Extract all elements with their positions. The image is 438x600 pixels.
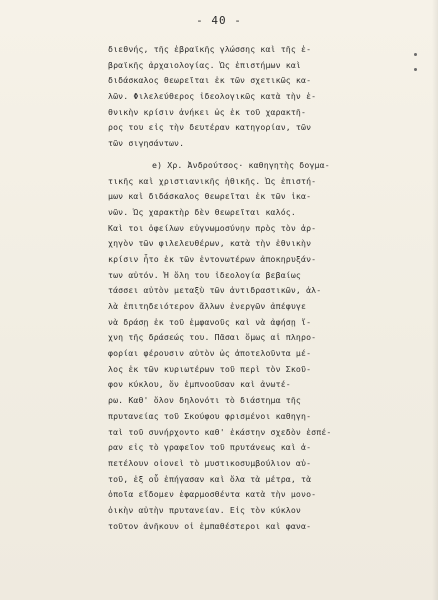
- text-line: τῶν σιγησάντων.: [108, 138, 185, 149]
- margin-mark: [414, 68, 417, 71]
- text-line: ὁποῖα εἴδομεν ἐφαρμοσθέντα κατὰ τὴν μονο-: [108, 489, 317, 500]
- text-line: βραϊκῆς ἀρχαιολογίας. Ὡς ἐπιστήμων καὶ: [108, 59, 302, 70]
- margin-mark: [414, 53, 417, 56]
- page-edge-shadow: [432, 0, 438, 600]
- text-line: κρίσιν ἦτο ἐκ τῶν ἐντονωτέρων ἀποκηρυξάν-: [108, 253, 317, 264]
- text-line: χηγὸν τῶν φιλελευθέρων, κατὰ τὴν ἐθνικὴν: [108, 238, 312, 249]
- text-line: ταὶ τοῦ συνήρχοντο καθ' ἑκάστην σχεδὸν ἑσπέ-: [108, 426, 332, 437]
- text-line: πρυτανείας τοῦ Σκούφου φρισμένοι καθηγη-: [108, 410, 312, 421]
- text-line: πετέλουν οἱονεὶ τὸ μυστικοσυμβούλιον αὐ-: [108, 457, 312, 468]
- text-line: χνη τῆς δράσεώς του. Πᾶσαι ὅμως αἱ πληρο-: [108, 332, 317, 343]
- text-line: των αὐτόν. Ἡ ὅλη του ἰδεολογία βεβαίως: [108, 269, 302, 280]
- text-line: φορίαι φέρουσιν αὐτὸν ὡς ἀποτελοῦντα μέ-: [108, 348, 312, 359]
- text-line: διδάσκαλος θεωρεῖται ἐκ τῶν σχετικῶς κα-: [108, 75, 312, 86]
- text-line: ρω. Καθ' ὅλον δηλονότι τὸ διάστημα τῆς: [108, 395, 302, 406]
- text-line: ραν εἰς τὸ γραφεῖον τοῦ πρυτάνεως καὶ ἀ-: [108, 442, 312, 453]
- text-line: λος ἐκ τῶν κυριωτέρων τοῦ περὶ τὸν Σκοῦ-: [108, 363, 312, 374]
- text-line: φον κύκλου, ὅν ἐμπνοοῦσαν καὶ ἀνωτέ-: [108, 379, 291, 390]
- page-number: - 40 -: [196, 14, 242, 27]
- text-line: Καὶ τοι ὀφείλων εὐγνωμοσύνην πρὸς τὸν ἀρ-: [108, 222, 317, 233]
- typed-text-block: [108, 42, 408, 534]
- text-line: νῶν. Ὡς χαρακτὴρ δὲν θεωρεῖται καλός.: [108, 206, 296, 217]
- text-line: διεθνής, τῆς ἑβραϊκῆς γλώσσης καὶ τῆς ἑ-: [108, 44, 312, 54]
- text-line: τάσσει αὐτὸν μεταξὺ τῶν ἀντιδραστικῶν, ἀλ-: [108, 285, 322, 296]
- text-line: τοῦτον ἀνῆκουν οἱ ἐμπαθέστεροι καὶ φανα-: [108, 520, 312, 531]
- text-line: θνικὴν κρίσιν ἀνήκει ὡς ἐκ τοῦ χαρακτῆ-: [108, 106, 307, 117]
- text-line: τικῆς καὶ χριστιανικῆς ἠθικῆς. Ὡς ἐπιστή-: [108, 175, 317, 186]
- text-line: τοῦ, ἐξ οὗ ἐπήγασαν καὶ ὅλα τὰ μέτρα, τὰ: [108, 473, 312, 484]
- text-line: νὰ δράσῃ ἐκ τοῦ ἐμφανοῦς καὶ νὰ ἀφήσῃ ἴ-: [108, 316, 312, 327]
- text-line: μων καὶ διδάσκαλος θεωρεῖται ἐκ τῶν ἱκα-: [108, 191, 312, 202]
- text-line: λὰ ἐπιτηδειότερον ἄλλων ἐνεργῶν ἀπέφυγε: [108, 301, 307, 311]
- text-line: λῶν. Φιλελεύθερος ἰδεολογικῶς κατὰ τὴν ἐ-: [108, 91, 317, 102]
- text-line: ρος του εἰς τὴν δευτέραν κατηγορίαν, τῶν: [108, 122, 312, 133]
- text-line: e) Χρ. Ἀνδρούτσος· καθηγητὴς δογμα-: [152, 159, 330, 170]
- text-line: ὀικὴν αὐτὴν πρυτανείαν. Εἰς τὸν κύκλον: [108, 504, 302, 515]
